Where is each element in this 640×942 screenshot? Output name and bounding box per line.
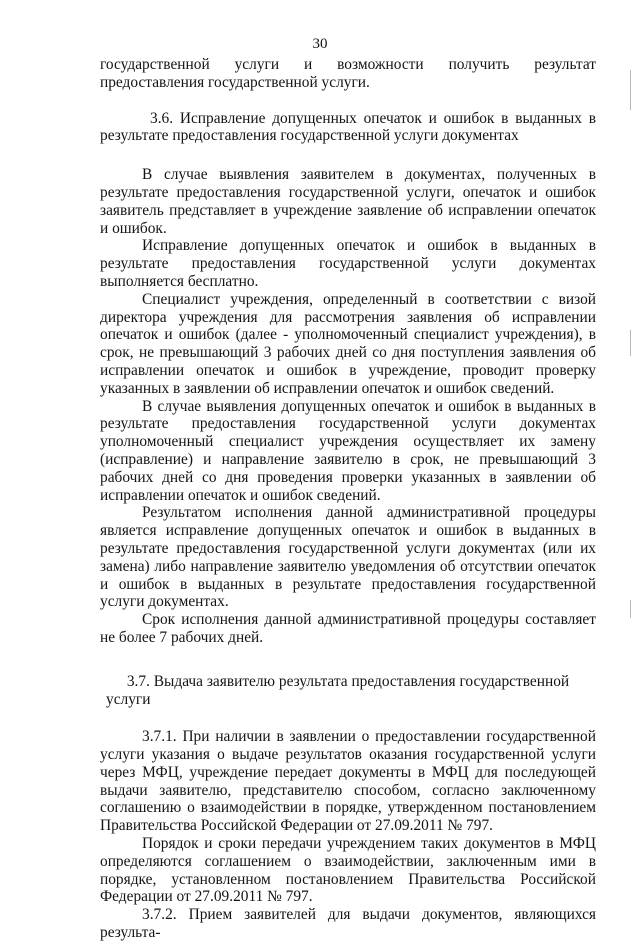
scan-edge-mark [630, 70, 631, 110]
paragraph-7: 3.7.1. При наличии в заявлении о предоставлении государственной услуги указания о выдаче результатов оказания государственной услуги через МФЦ, учреждение передает документы в МФЦ для последующей выдачи заявителю, представителю способом, согласно заключенному соглашению о взаимодействии в порядке, утвержденном постановлением Правительства Российской Федерации от 27.09.2011 № 797. [100, 728, 596, 835]
paragraph-4: В случае выявления допущенных опечаток и ошибок в выданных в результате предоставления государственной услуги документах уполномоченный специалист учреждения осуществляет их замену (исправление) и направление заявителю в срок, не превышающий 3 рабочих дней со дня проведения проверки указанных в заявлении об исправлении опечаток и ошибок сведений. [100, 397, 596, 504]
paragraph-8: Порядок и сроки передачи учреждением таких документов в МФЦ определяются соглашением о взаимодействии, заключенным ими в порядке, установленном постановлением Правительства Российской Федерации от 27.09.2011 № 797. [100, 835, 596, 906]
paragraph-2: Исправление допущенных опечаток и ошибок в выданных в результате предоставления государственной услуги документах выполняется бесплатно. [100, 237, 596, 290]
section-3-6-heading: 3.6. Исправление допущенных опечаток и ошибок в выданных в результате предоставления государственной услуги документах [100, 109, 596, 145]
document-body [100, 56, 596, 942]
paragraph-6: Срок исполнения данной административной процедуры составляет не более 7 рабочих дней. [100, 611, 596, 646]
scan-edge-mark [630, 330, 631, 356]
intro-paragraph: государственной услуги и возможности получить результат предоставления государственной услуги. [100, 56, 596, 91]
paragraph-9: 3.7.2. Прием заявителей для выдачи документов, являющихся результа- [100, 906, 596, 942]
paragraph-3: Специалист учреждения, определенный в соответствии с визой директора учреждения для рассмотрения заявления об исправлении опечаток и ошибок (далее - уполномоченный специалист учреждения), в срок, не превышающий 3 рабочих дней со дня поступления заявления об исправлении опечаток и ошибок в учреждение, проводит проверку указанных в заявлении об исправлении опечаток и ошибок сведений. [100, 290, 596, 397]
paragraph-1: В случае выявления заявителем в документах, полученных в результате предоставления государственной услуги, опечаток и ошибок заявитель представляет в учреждение заявление об исправлении опечаток и ошибок. [100, 166, 596, 237]
page-number: 30 [312, 36, 328, 52]
paragraph-5: Результатом исполнения данной административной процедуры является исправление допущенных опечаток и ошибок в выданных в результате предоставления государственной услуги документах (или их замена) либо направление заявителю уведомления об отсутствии опечаток и ошибок в выданных в результате предоставления государственной услуги документах. [100, 504, 596, 611]
section-3-7-heading: 3.7. Выдача заявителю результата предоставления государственной услуги [106, 672, 570, 708]
scan-edge-mark [630, 600, 631, 618]
